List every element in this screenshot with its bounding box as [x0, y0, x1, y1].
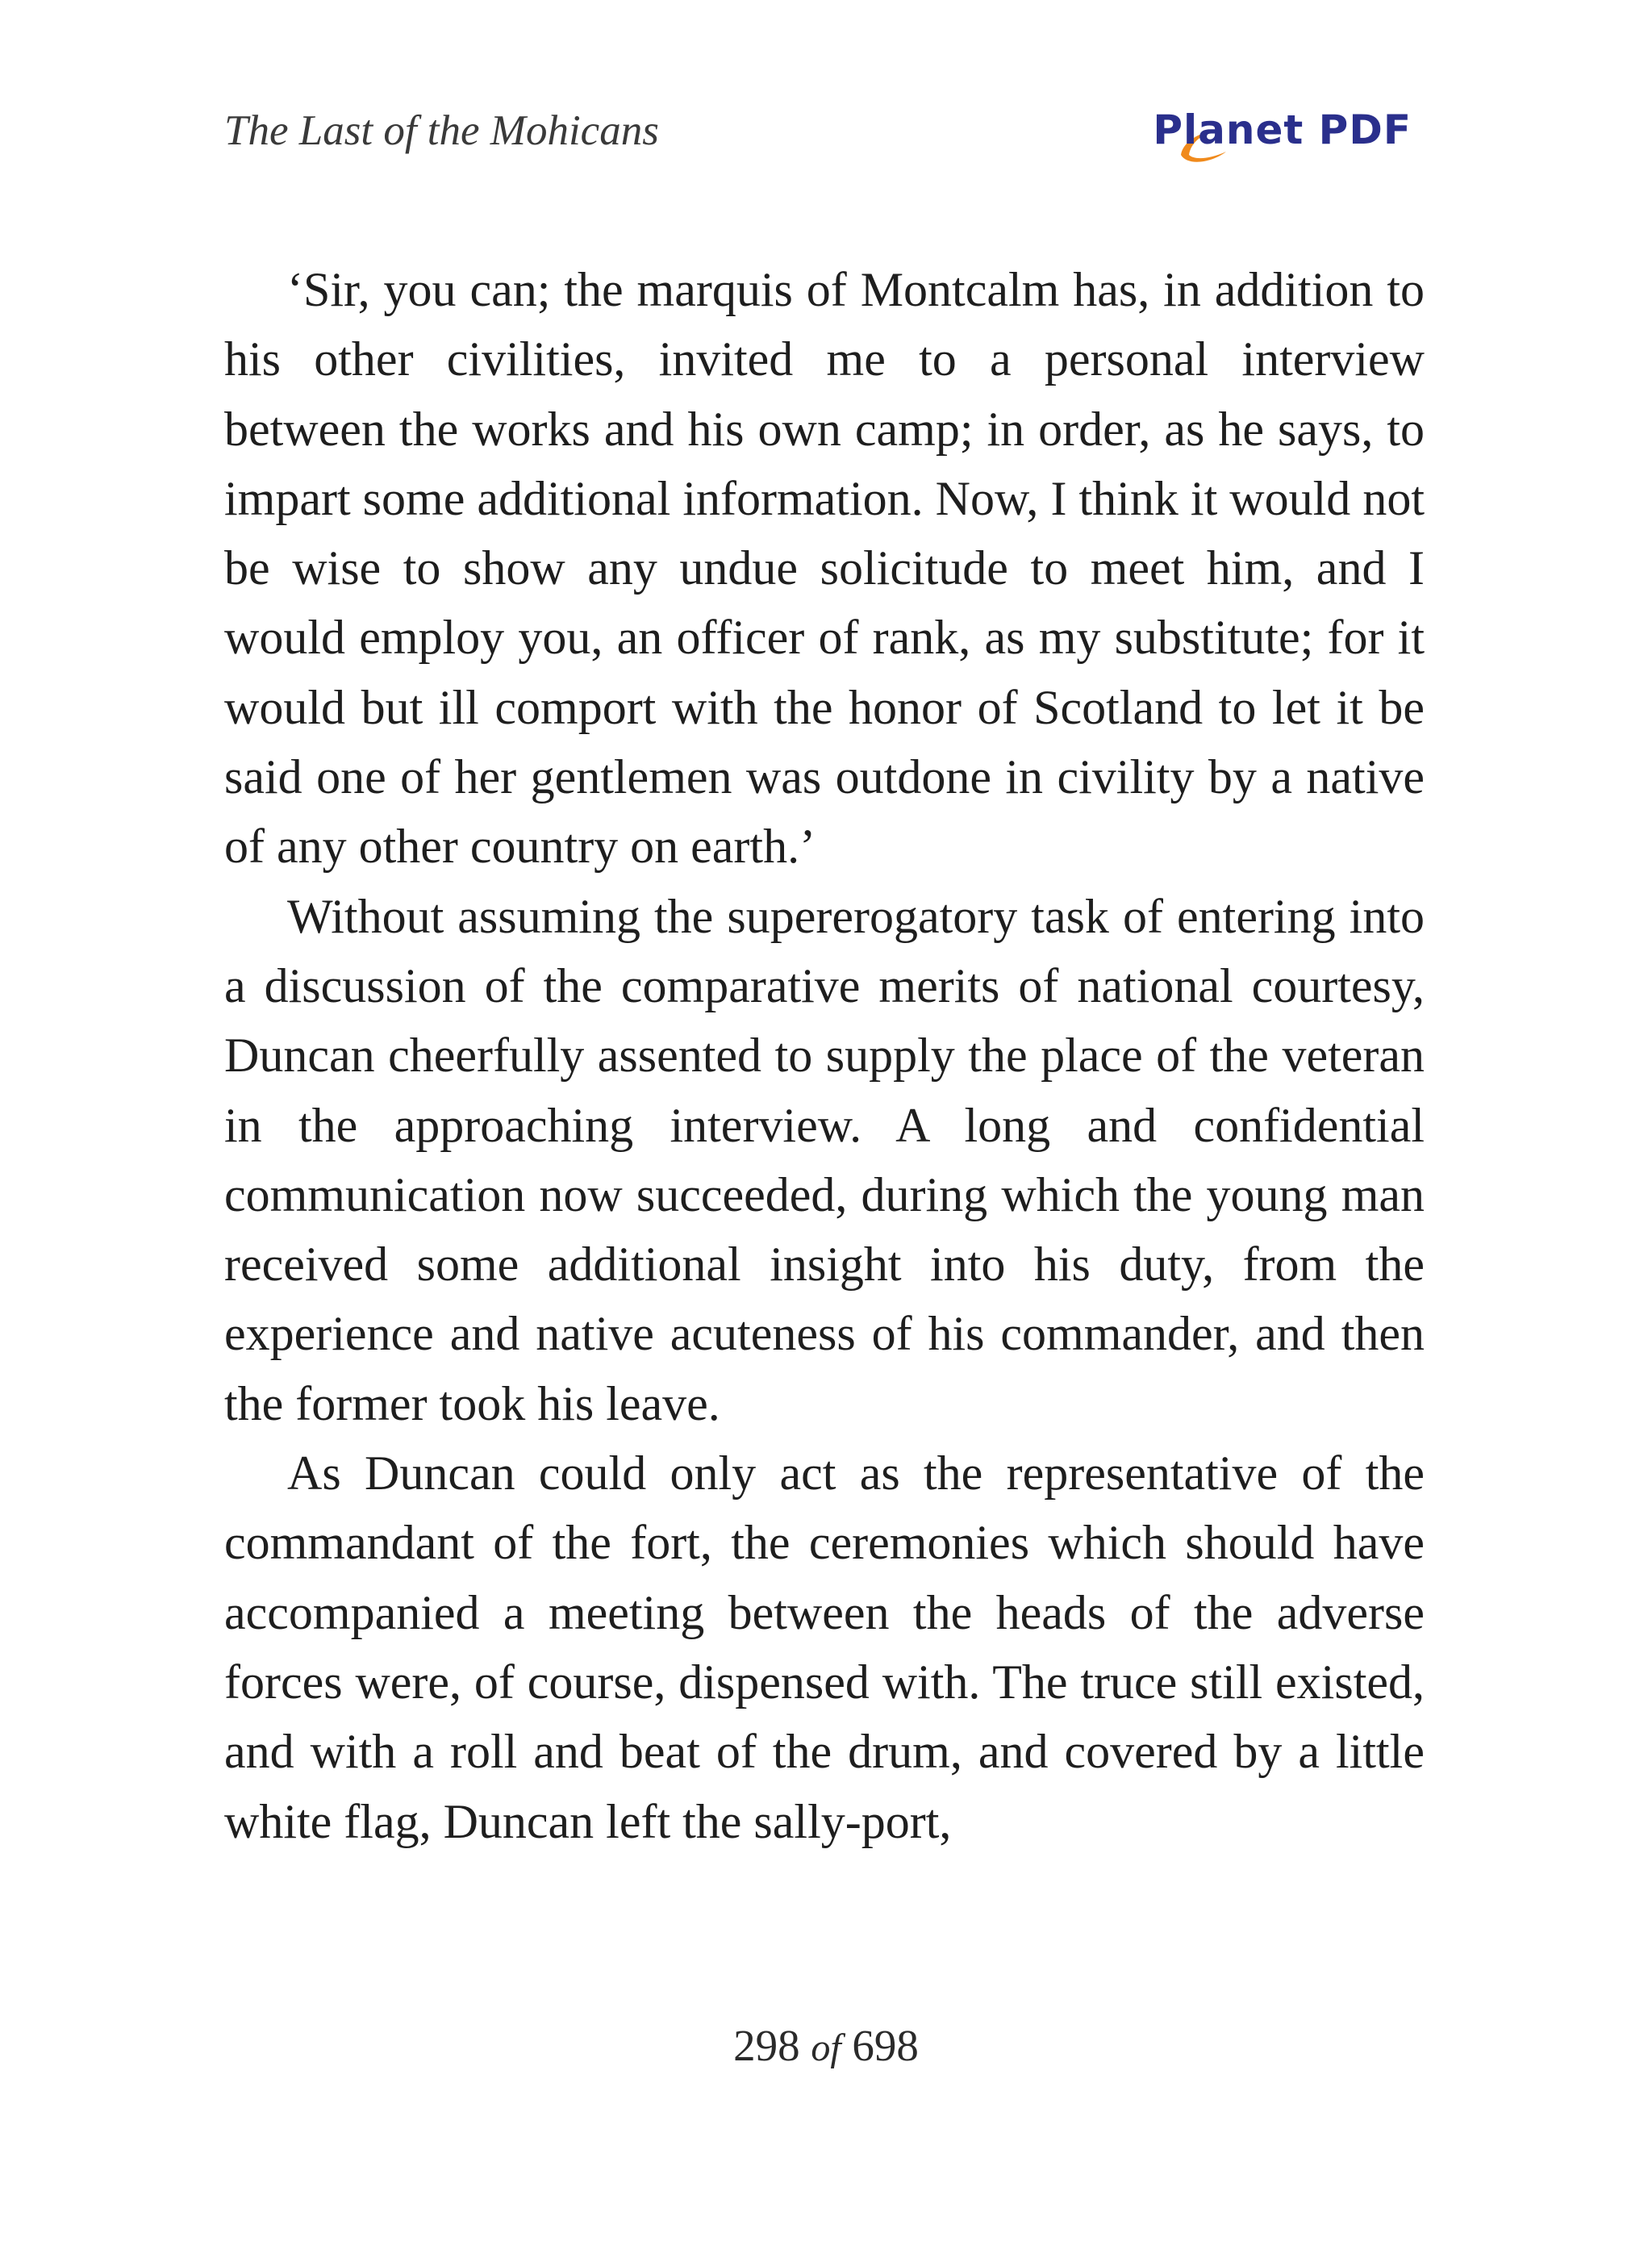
page-header [224, 97, 1428, 177]
planet-pdf-logo [1153, 105, 1412, 165]
page-number [0, 2023, 1652, 2068]
paragraph: Without assuming the supererogatory task of entering into a discussion of the comparative merits of national courtesy, Duncan cheerfully assented to supply the place of the veteran in the approaching interview. A long and confidential communication now succeeded, during which the young man received some additional insight into his duty, from the experience and native acuteness of his commander, and then the former took his leave. [224, 889, 1425, 1430]
paragraph: As Duncan could only act as the representative of the commandant of the fort, the ceremonies which should have accompanied a meeting between the heads of the adverse forces were, of course, dispensed with. The truce still existed, and with a roll and beat of the drum, and covered by a little white flag, Duncan left the sally-port, [224, 1446, 1425, 1848]
running-title: The Last of the Mohicans [224, 107, 659, 154]
logo-wordmark: Planet PDF [1153, 106, 1412, 153]
body-text [224, 255, 1425, 1856]
total-page-count: 698 [852, 2021, 919, 2070]
page-of-label: of [811, 2027, 841, 2069]
paragraph: ‘Sir, you can; the marquis of Montcalm has, in addition to his other civilities, invited me to a personal interview between the works and his own camp; in order, as he says, to impart some additional information. Now, I think it would not be wise to show any undue solicitude to meet him, and I would employ you, an officer of rank, as my substitute; for it would but ill comport with the honor of Scotland to let it be said one of her gentlemen was outdone in civility by a native of any other country on earth.’ [224, 263, 1425, 874]
current-page-number: 298 [733, 2021, 800, 2070]
